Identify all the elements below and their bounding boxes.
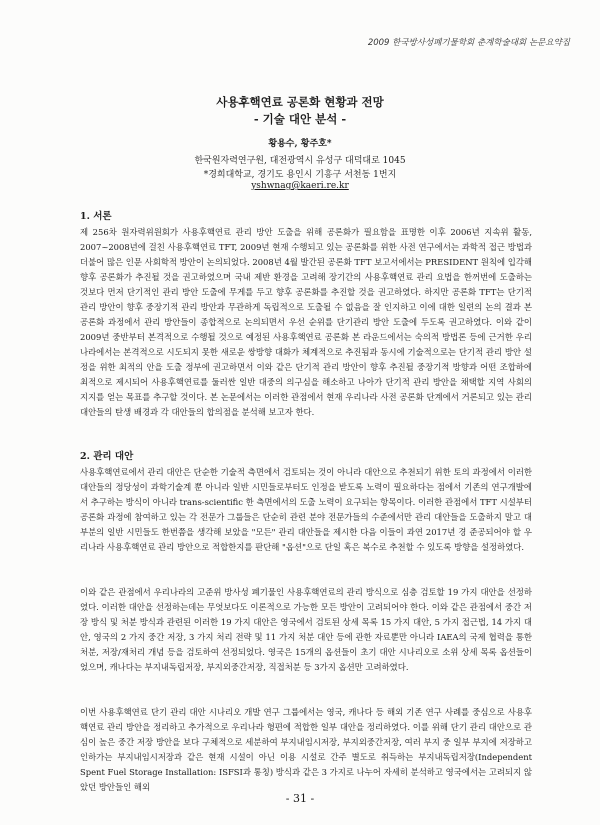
paper-title: 사용후핵연료 공론화 현황과 전망 [216, 95, 384, 109]
alternatives-paragraph-1: 사용후핵연료에서 관리 대안은 단순한 기술적 측면에서 검토되는 것이 아니라 대안으로 추천되기 위한 토의 과정에서 이러한 대안들의 정당성이 과학기술계 뿐 아니라 일반 시민들로부터도 인정을 받도록 노력이 필요하다는 점에서 기존의 연구개발에서 추구하는 방식이 아니라 trans-scientific 한 측면에서의 도출 노력이 요구되는 항목이다. 이러한 관점에서 TFT 시설부터 공론화 과정에 참여하고 있는 각 전문가 그룹들은 단순히 관련 분야 전문가들의 수준에서만 관리 대안들을 도출하지 말고 대부분의 일반 시민들도 한번쯤을 생각해 보았을 "모든" 관리 대안들을 제시한 다음 이들이 과연 2017년 경 준공되어야 할 우리나라 사용후핵연료 관리 방안으로 적합한지를 판단해 "옵션"으로 단일 혹은 복수로 추천할 수 있도록 방향을 설정하였다. [80, 467, 532, 552]
section-heading-intro: 1. 서론 [80, 211, 112, 222]
page-number: - 31 - [285, 792, 315, 805]
affiliation-1: 한국원자력연구원, 대전광역시 유성구 대덕대로 1045 [194, 156, 406, 166]
email-link[interactable]: yshwnag@kaeri.re.kr [251, 181, 349, 191]
alternatives-paragraph-2: 이와 같은 관점에서 우리나라의 고준위 방사성 폐기물인 사용후핵연료의 관리 방식으로 심층 검토할 19 가지 대안을 선정하였다. 이러한 대안을 선정하는데는 무엇보다도 이론적으로 가능한 모든 방안이 고려되어야 한다. 이와 같은 관점에서 중간 저장 방식 및 처분 방식과 관련된 이러한 19 가지 대안은 영국에서 검토된 상세 목록 15 가지 대안, 5 가지 접근법, 14 가지 대안, 영국의 2 가지 중간 저장, 3 가지 처리 전략 및 11 가지 처분 대안 등에 관한 자료뿐만 아니라 IAEA의 국제 협력을 통한 처분, 저장/재처리 개념 등을 검토하여 선정되었다. 영국은 15개의 옵션들이 초기 대안 시나리오로 소위 상세 목록 옵션들이었으며, 캐나다는 부지내독립저장, 부지외중간저장, 직접처분 등 3가지 옵션만 고려하였다. [80, 587, 532, 672]
alternatives-paragraph-3: 이번 사용후핵연료 단기 관리 대안 시나리오 개발 연구 그룹에서는 영국, 캐나다 등 해외 기존 연구 사례를 중심으로 사용후핵연료 관리 방안을 정리하고 추가적으로 우리나라 형편에 적합한 일부 대안을 정리하였다. 이를 위해 단기 관리 대안으로 관심이 높은 중간 저장 방안을 보다 구체적으로 세분하여 부지내임시저장, 부지외중간저장, 여러 부지 중 일부 부지에 저장하고 인하가는 부지내임시저장과 같은 현재 시설이 아닌 이용 시설로 간주 별도로 취득하는 부지내독립저장(Independent Spent Fuel Storage Installation: ISFSI과 통칭) 방식과 같은 3 가지로 나누어 자세히 분석하고 영국에서는 고려되지 않았던 방안들인 해외 [80, 707, 532, 792]
authors: 황용수, 황주호* [268, 139, 332, 149]
running-header: 2009 한국방사성폐기물학회 춘계학술대회 논문요약집 [367, 38, 570, 48]
paper-subtitle: - 기술 대안 분석 - [253, 112, 347, 126]
affiliation-2: *경희대학교, 경기도 용인시 기흥구 서천동 1번지 [203, 170, 397, 180]
section-heading-alternatives: 2. 관리 대안 [80, 451, 134, 462]
intro-paragraph: 제 256차 원자력위원회가 사용후핵연료 관리 방안 도출을 위해 공론화가 필요함을 표명한 이후 2006년 지속위 활동, 2007~2008년에 걸친 사용후핵연료 TFT, 2009년 현재 수행되고 있는 공론화를 위한 사전 연구에서는 과학적 접근 방법과 더불어 많은 인문 사회학적 방안이 논의되었다. 2008년 4월 발간된 공론화 TFT 보고서에서는 PRESIDENT 원칙에 입각해 향후 공론화가 추진될 것을 권고하였으며 국내 제반 환경을 고려해 장기간의 사용후핵연료 관리 요법을 한꺼번에 도출하는 것보다 먼저 단기적인 관리 방안 도출에 무게를 두고 향후 공론화를 추진할 것을 권고하였다. 하지만 공론화 TFT는 단기적 관리 방안이 향후 중장기적 관리 방안과 무관하게 독립적으로 도출될 수 없음을 잘 인지하고 이에 대한 일련의 논의 결과 본 공론화 과정에서 관리 방안들이 종합적으로 논의되면서 우선 순위를 단기관리 방안 도출에 두도록 권고하였다. 이와 같이 2009년 중반부터 본격적으로 수행될 것으로 예정된 사용후핵연료 공론화 본 라운드에서는 숙의적 방법론 등에 근거한 우리나라에서는 본격적으로 시도되지 못한 새로운 쌍방향 대화가 체계적으로 추진됨과 동시에 기술적으로는 단기적 관리 방안 설정을 위한 최적의 안을 도출 정부에 권고하면서 이와 같은 단기적 관리 방안이 향후 추진될 중장기적 방향과 어떤 조합하에 최적으로 제시되어 사용후핵연료를 둘러싼 일반 대중의 의구심을 해소하고 나아가 단기적 관리 방안을 채택할 지역 사회의 지지를 얻는 목표를 추구할 것이다. 본 논문에서는 이러한 관점에서 현재 우리나라 사전 공론화 단계에서 거론되고 있는 관리 대안들의 탄생 배경과 각 대안들의 합의점을 분석해 보고자 한다. [80, 227, 532, 417]
